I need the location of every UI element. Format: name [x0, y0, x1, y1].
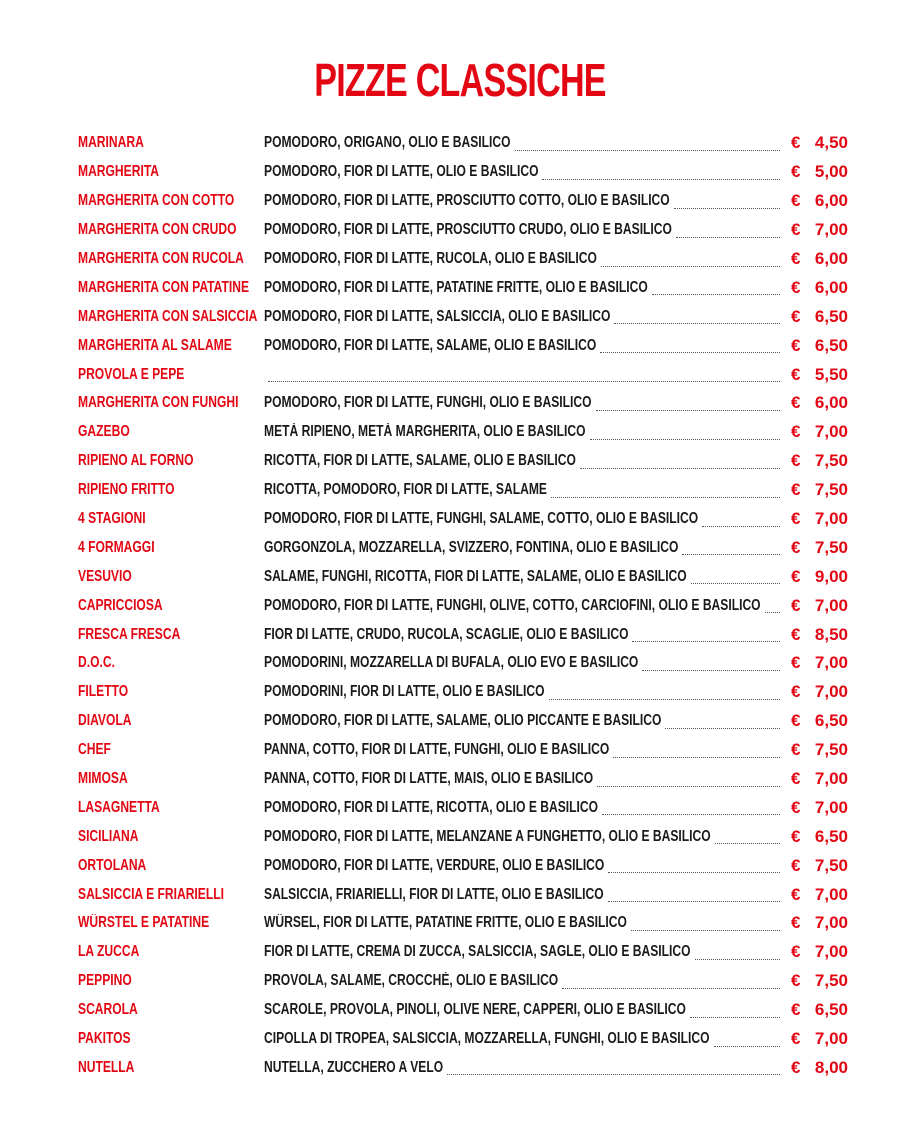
- pizza-ingredients: NUTELLA, ZUCCHERO A VELO: [264, 1058, 444, 1076]
- dotted-leader: [601, 266, 780, 267]
- menu-item: [78, 967, 848, 996]
- euro-symbol: €: [791, 942, 801, 962]
- menu-item: [78, 245, 848, 274]
- pizza-ingredients: POMODORO, ORIGANO, OLIO E BASILICO: [264, 134, 511, 152]
- price-amount: 6,00: [814, 393, 848, 413]
- dotted-leader: [268, 381, 780, 382]
- pizza-ingredients: POMODORO, FIOR DI LATTE, PROSCIUTTO COTTO, OLIO E BASILICO: [264, 192, 670, 210]
- pizza-ingredients: FIOR DI LATTE, CREMA DI ZUCCA, SALSICCIA, SAGLE, OLIO E BASILICO: [264, 943, 691, 961]
- pizza-name: MARGHERITA CON COTTO: [78, 192, 235, 210]
- euro-symbol: €: [791, 1057, 801, 1077]
- dotted-leader: [542, 179, 780, 180]
- dotted-leader: [715, 843, 780, 844]
- pizza-price: [788, 480, 848, 500]
- pizza-name: WÜRSTEL E PATATINE: [78, 914, 210, 932]
- menu-item: [78, 187, 848, 216]
- pizza-price: [788, 278, 848, 298]
- pizza-price: [788, 1029, 848, 1049]
- dotted-leader: [702, 526, 780, 527]
- pizza-ingredients: POMODORO, FIOR DI LATTE, SALAME, OLIO E BASILICO: [264, 336, 597, 354]
- pizza-ingredients: PANNA, COTTO, FIOR DI LATTE, FUNGHI, OLIO E BASILICO: [264, 741, 610, 759]
- euro-symbol: €: [791, 191, 801, 211]
- pizza-ingredients: RICOTTA, FIOR DI LATTE, SALAME, OLIO E BASILICO: [264, 452, 576, 470]
- description-area: [264, 452, 788, 470]
- menu-item: [78, 822, 848, 851]
- description-area: [264, 914, 788, 932]
- description-area: [264, 394, 788, 412]
- pizza-name: MIMOSA: [78, 770, 128, 788]
- menu-item: [78, 273, 848, 302]
- pizza-ingredients: RICOTTA, POMODORO, FIOR DI LATTE, SALAME: [264, 481, 547, 499]
- pizza-price: [788, 1058, 848, 1078]
- pizza-ingredients: POMODORO, FIOR DI LATTE, RICOTTA, OLIO E BASILICO: [264, 798, 599, 816]
- pizza-price: [788, 133, 848, 153]
- menu-item: [78, 216, 848, 245]
- euro-symbol: €: [791, 335, 801, 355]
- dotted-leader: [614, 323, 780, 324]
- menu-item: [78, 620, 848, 649]
- pizza-name: MARGHERITA CON SALSICCIA: [78, 307, 258, 325]
- menu-item: [78, 389, 848, 418]
- pizza-ingredients: SALAME, FUNGHI, RICOTTA, FIOR DI LATTE, SALAME, OLIO E BASILICO: [264, 567, 687, 585]
- pizza-name: 4 FORMAGGI: [78, 538, 155, 556]
- menu-item: [78, 649, 848, 678]
- price-amount: 7,00: [814, 913, 848, 933]
- pizza-ingredients: POMODORO, FIOR DI LATTE, PROSCIUTTO CRUDO, OLIO E BASILICO: [264, 221, 672, 239]
- euro-symbol: €: [791, 364, 801, 384]
- menu-item: [78, 678, 848, 707]
- price-amount: 6,50: [814, 335, 848, 355]
- pizza-price: [788, 422, 848, 442]
- price-amount: 5,50: [814, 364, 848, 384]
- menu-item: [78, 1054, 848, 1083]
- pizza-price: [788, 191, 848, 211]
- euro-symbol: €: [791, 769, 801, 789]
- pizza-price: [788, 220, 848, 240]
- menu-item: [78, 938, 848, 967]
- pizza-price: [788, 249, 848, 269]
- pizza-name: GAZEBO: [78, 423, 130, 441]
- pizza-price: [788, 711, 848, 731]
- description-area: [264, 770, 788, 788]
- description-area: [264, 1001, 788, 1019]
- euro-symbol: €: [791, 537, 801, 557]
- pizza-price: [788, 682, 848, 702]
- dotted-leader: [691, 583, 780, 584]
- euro-symbol: €: [791, 480, 801, 500]
- dotted-leader: [549, 699, 780, 700]
- pizza-price: [788, 538, 848, 558]
- menu-item: [78, 302, 848, 331]
- pizza-ingredients: POMODORO, FIOR DI LATTE, SALSICCIA, OLIO E BASILICO: [264, 307, 611, 325]
- price-amount: 7,50: [814, 537, 848, 557]
- price-amount: 6,50: [814, 711, 848, 731]
- dotted-leader: [631, 930, 780, 931]
- pizza-price: [788, 769, 848, 789]
- euro-symbol: €: [791, 277, 801, 297]
- description-area: [264, 943, 788, 961]
- pizza-name: RIPIENO AL FORNO: [78, 452, 194, 470]
- pizza-name: MARGHERITA CON RUCOLA: [78, 250, 244, 267]
- menu-item: [78, 418, 848, 447]
- pizza-price: [788, 336, 848, 356]
- dotted-leader: [590, 439, 780, 440]
- price-amount: 5,00: [814, 162, 848, 182]
- pizza-price: [788, 567, 848, 587]
- euro-symbol: €: [791, 855, 801, 875]
- price-amount: 7,50: [814, 451, 848, 471]
- price-amount: 7,00: [814, 797, 848, 817]
- euro-symbol: €: [791, 826, 801, 846]
- pizza-name: CAPRICCIOSA: [78, 596, 163, 614]
- description-area: [264, 1030, 788, 1048]
- pizza-price: [788, 913, 848, 933]
- euro-symbol: €: [791, 393, 801, 413]
- menu-item: [78, 331, 848, 360]
- dotted-leader: [596, 410, 780, 411]
- pizza-ingredients: POMODORO, FIOR DI LATTE, SALAME, OLIO PICCANTE E BASILICO: [264, 712, 662, 730]
- dotted-leader: [665, 728, 780, 729]
- pizza-ingredients: CIPOLLA DI TROPEA, SALSICCIA, MOZZARELLA, FUNGHI, OLIO E BASILICO: [264, 1030, 710, 1048]
- menu-item: [78, 360, 848, 389]
- euro-symbol: €: [791, 711, 801, 731]
- menu-item: [78, 793, 848, 822]
- dotted-leader: [642, 670, 780, 671]
- pizza-name: FRESCA FRESCA: [78, 625, 181, 643]
- page-title: PIZZE CLASSICHE: [314, 54, 606, 106]
- description-area: [264, 308, 788, 326]
- pizza-price: [788, 798, 848, 818]
- price-amount: 7,00: [814, 1029, 848, 1049]
- euro-symbol: €: [791, 971, 801, 991]
- pizza-ingredients: WÜRSEL, FIOR DI LATTE, PATATINE FRITTE, OLIO E BASILICO: [264, 914, 627, 932]
- menu-item: [78, 562, 848, 591]
- dotted-leader: [613, 757, 780, 758]
- description-area: [264, 597, 788, 615]
- euro-symbol: €: [791, 422, 801, 442]
- dotted-leader: [562, 988, 780, 989]
- pizza-ingredients: POMODORO, FIOR DI LATTE, RUCOLA, OLIO E BASILICO: [264, 250, 597, 267]
- pizza-name: VESUVIO: [78, 567, 132, 585]
- pizza-name: MARGHERITA CON CRUDO: [78, 221, 237, 239]
- description-area: [264, 366, 788, 384]
- pizza-price: [788, 1000, 848, 1020]
- dotted-leader: [682, 554, 780, 555]
- pizza-name: SALSICCIA E FRIARIELLI: [78, 885, 224, 903]
- price-amount: 8,50: [814, 624, 848, 644]
- dotted-leader: [597, 786, 780, 787]
- description-area: [264, 163, 788, 181]
- pizza-ingredients: POMODORO, FIOR DI LATTE, PATATINE FRITTE, OLIO E BASILICO: [264, 278, 648, 296]
- euro-symbol: €: [791, 1000, 801, 1020]
- pizza-name: LA ZUCCA: [78, 943, 140, 961]
- description-area: [264, 799, 788, 817]
- menu-item: [78, 736, 848, 765]
- menu-item: [78, 996, 848, 1025]
- pizza-ingredients: POMODORO, FIOR DI LATTE, VERDURE, OLIO E BASILICO: [264, 856, 605, 874]
- pizza-ingredients: PROVOLA, SALAME, CROCCHÈ, OLIO E BASILICO: [264, 972, 559, 990]
- pizza-ingredients: PANNA, COTTO, FIOR DI LATTE, MAIS, OLIO E BASILICO: [264, 770, 594, 788]
- description-area: [264, 568, 788, 586]
- description-area: [264, 134, 788, 152]
- pizza-price: [788, 625, 848, 645]
- price-amount: 7,00: [814, 422, 848, 442]
- price-amount: 7,00: [814, 595, 848, 615]
- description-area: [264, 886, 788, 904]
- pizza-price: [788, 971, 848, 991]
- euro-symbol: €: [791, 1029, 801, 1049]
- dotted-leader: [765, 612, 780, 613]
- menu-item: [78, 447, 848, 476]
- description-area: [264, 828, 788, 846]
- dotted-leader: [580, 468, 780, 469]
- price-amount: 7,50: [814, 740, 848, 760]
- pizza-price: [788, 653, 848, 673]
- pizza-price: [788, 596, 848, 616]
- price-amount: 7,00: [814, 509, 848, 529]
- description-area: [264, 481, 788, 499]
- euro-symbol: €: [791, 624, 801, 644]
- price-amount: 7,50: [814, 855, 848, 875]
- description-area: [264, 221, 788, 239]
- price-amount: 7,50: [814, 971, 848, 991]
- menu-item: [78, 765, 848, 794]
- pizza-name: PROVOLA E PEPE: [78, 365, 185, 383]
- menu-item: [78, 591, 848, 620]
- description-area: [264, 423, 788, 441]
- pizza-name: D.O.C.: [78, 654, 115, 672]
- pizza-price: [788, 365, 848, 385]
- dotted-leader: [608, 901, 780, 902]
- price-amount: 4,50: [814, 133, 848, 153]
- euro-symbol: €: [791, 133, 801, 153]
- price-amount: 8,00: [814, 1057, 848, 1077]
- description-area: [264, 192, 788, 210]
- menu-item: [78, 129, 848, 158]
- description-area: [264, 857, 788, 875]
- dotted-leader: [608, 872, 780, 873]
- pizza-ingredients: POMODORO, FIOR DI LATTE, FUNGHI, OLIO E BASILICO: [264, 394, 592, 412]
- price-amount: 6,50: [814, 1000, 848, 1020]
- description-area: [264, 654, 788, 672]
- price-amount: 6,50: [814, 826, 848, 846]
- dotted-leader: [447, 1074, 780, 1075]
- price-amount: 7,50: [814, 480, 848, 500]
- pizza-name: MARGHERITA: [78, 163, 160, 181]
- dotted-leader: [602, 814, 780, 815]
- description-area: [264, 741, 788, 759]
- euro-symbol: €: [791, 162, 801, 182]
- euro-symbol: €: [791, 451, 801, 471]
- price-amount: 7,00: [814, 942, 848, 962]
- pizza-ingredients: METÀ RIPIENO, METÀ MARGHERITA, OLIO E BASILICO: [264, 423, 586, 441]
- pizza-price: [788, 740, 848, 760]
- description-area: [264, 279, 788, 297]
- pizza-ingredients: SALSICCIA, FRIARIELLI, FIOR DI LATTE, OLIO E BASILICO: [264, 885, 604, 903]
- menu-item: [78, 707, 848, 736]
- pizza-name: PEPPINO: [78, 972, 132, 990]
- description-area: [264, 626, 788, 644]
- pizza-name: LASAGNETTA: [78, 798, 160, 816]
- price-amount: 6,00: [814, 277, 848, 297]
- pizza-ingredients: POMODORO, FIOR DI LATTE, FUNGHI, SALAME, COTTO, OLIO E BASILICO: [264, 510, 699, 528]
- dotted-leader: [695, 959, 781, 960]
- euro-symbol: €: [791, 740, 801, 760]
- dotted-leader: [676, 237, 780, 238]
- menu-item: [78, 909, 848, 938]
- pizza-price: [788, 393, 848, 413]
- pizza-ingredients: POMODORINI, MOZZARELLA DI BUFALA, OLIO EVO E BASILICO: [264, 654, 639, 672]
- pizza-ingredients: GORGONZOLA, MOZZARELLA, SVIZZERO, FONTINA, OLIO E BASILICO: [264, 538, 679, 556]
- pizza-ingredients: SCAROLE, PROVOLA, PINOLI, OLIVE NERE, CAPPERI, OLIO E BASILICO: [264, 1001, 686, 1019]
- menu-list: [78, 129, 848, 1082]
- menu-item: [78, 476, 848, 505]
- dotted-leader: [690, 1017, 780, 1018]
- price-amount: 7,00: [814, 682, 848, 702]
- description-area: [264, 337, 788, 355]
- pizza-price: [788, 162, 848, 182]
- euro-symbol: €: [791, 797, 801, 817]
- pizza-name: RIPIENO FRITTO: [78, 481, 175, 499]
- dotted-leader: [714, 1046, 780, 1047]
- pizza-ingredients: POMODORINI, FIOR DI LATTE, OLIO E BASILICO: [264, 683, 545, 701]
- euro-symbol: €: [791, 653, 801, 673]
- pizza-name: MARGHERITA CON FUNGHI: [78, 394, 239, 412]
- euro-symbol: €: [791, 566, 801, 586]
- pizza-ingredients: FIOR DI LATTE, CRUDO, RUCOLA, SCAGLIE, OLIO E BASILICO: [264, 625, 629, 643]
- euro-symbol: €: [791, 249, 801, 268]
- price-amount: 7,00: [814, 769, 848, 789]
- description-area: [264, 712, 788, 730]
- pizza-name: MARGHERITA CON PATATINE: [78, 278, 250, 296]
- price-amount: 7,00: [814, 220, 848, 240]
- dotted-leader: [652, 294, 780, 295]
- pizza-ingredients: POMODORO, FIOR DI LATTE, MELANZANE A FUNGHETTO, OLIO E BASILICO: [264, 827, 711, 845]
- euro-symbol: €: [791, 595, 801, 615]
- pizza-name: DIAVOLA: [78, 712, 132, 730]
- price-amount: 6,00: [814, 191, 848, 211]
- menu-item: [78, 880, 848, 909]
- euro-symbol: €: [791, 306, 801, 326]
- description-area: [264, 539, 788, 557]
- dotted-leader: [551, 497, 780, 498]
- pizza-price: [788, 856, 848, 876]
- description-area: [264, 250, 788, 268]
- pizza-ingredients: POMODORO, FIOR DI LATTE, OLIO E BASILICO: [264, 163, 539, 181]
- pizza-name: SICILIANA: [78, 827, 139, 845]
- euro-symbol: €: [791, 220, 801, 240]
- dotted-leader: [515, 150, 780, 151]
- price-amount: 6,50: [814, 306, 848, 326]
- euro-symbol: €: [791, 913, 801, 933]
- dotted-leader: [674, 208, 780, 209]
- pizza-name: MARINARA: [78, 134, 144, 152]
- pizza-name: NUTELLA: [78, 1058, 135, 1076]
- pizza-name: MARGHERITA AL SALAME: [78, 336, 232, 354]
- pizza-name: CHEF: [78, 741, 111, 759]
- pizza-price: [788, 509, 848, 529]
- price-amount: 6,00: [814, 249, 848, 268]
- pizza-name: ORTOLANA: [78, 856, 147, 874]
- menu-item: [78, 533, 848, 562]
- dotted-leader: [600, 352, 780, 353]
- description-area: [264, 1059, 788, 1077]
- price-amount: 7,00: [814, 653, 848, 673]
- pizza-price: [788, 307, 848, 327]
- price-amount: 9,00: [814, 566, 848, 586]
- pizza-price: [788, 451, 848, 471]
- dotted-leader: [632, 641, 780, 642]
- pizza-price: [788, 885, 848, 905]
- description-area: [264, 972, 788, 990]
- menu-item: [78, 158, 848, 187]
- pizza-price: [788, 942, 848, 962]
- pizza-name: SCAROLA: [78, 1001, 138, 1019]
- menu-item: [78, 851, 848, 880]
- euro-symbol: €: [791, 884, 801, 904]
- pizza-price: [788, 827, 848, 847]
- pizza-name: FILETTO: [78, 683, 129, 701]
- menu-item: [78, 1025, 848, 1054]
- description-area: [264, 510, 788, 528]
- description-area: [264, 683, 788, 701]
- pizza-name: 4 STAGIONI: [78, 510, 146, 528]
- pizza-name: PAKITOS: [78, 1030, 131, 1048]
- pizza-ingredients: POMODORO, FIOR DI LATTE, FUNGHI, OLIVE, COTTO, CARCIOFINI, OLIO E BASILICO: [264, 596, 761, 614]
- euro-symbol: €: [791, 682, 801, 702]
- price-amount: 7,00: [814, 884, 848, 904]
- euro-symbol: €: [791, 509, 801, 529]
- menu-item: [78, 505, 848, 534]
